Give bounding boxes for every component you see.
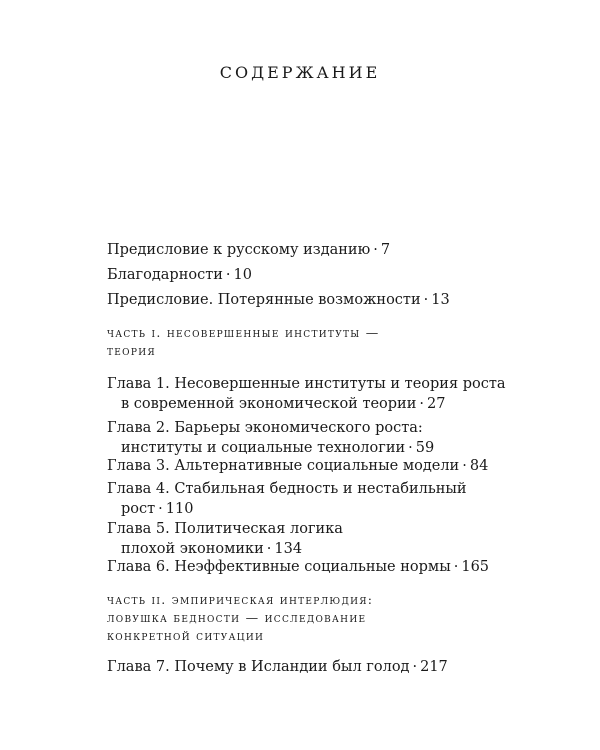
toc-entry-chapter-3[interactable] <box>107 456 488 476</box>
entry-page-number: 27 <box>427 396 446 412</box>
part-heading-line: часть i. несовершенные институты — <box>107 325 380 340</box>
entry-separator: · <box>423 292 429 308</box>
entry-title: Глава 3. Альтернативные социальные модели <box>107 458 460 474</box>
entry-page-number: 7 <box>380 242 391 258</box>
entry-title-continuation: в современной экономической теории · 27 <box>121 396 446 412</box>
entry-title: Благодарности <box>107 267 223 283</box>
entry-title-continuation: институты и социальные технологии · 59 <box>121 440 435 456</box>
toc-entry-chapter-5[interactable] <box>107 519 343 559</box>
entry-page-number: 13 <box>431 292 450 308</box>
entry-page-number: 84 <box>469 458 489 474</box>
entry-page-number: 110 <box>165 501 194 517</box>
part-heading-line: теория <box>107 343 156 358</box>
toc-entry-chapter-2[interactable] <box>107 418 434 458</box>
entry-page-number: 165 <box>461 559 490 575</box>
entry-title-continuation: рост · 110 <box>121 501 194 517</box>
toc-entry-chapter-7[interactable] <box>107 657 448 677</box>
part-heading-line: часть ii. эмпирическая интерлюдия: <box>107 592 374 607</box>
part-heading-2 <box>107 591 373 645</box>
entry-page-number: 134 <box>274 541 303 557</box>
entry-title: Глава 6. Неэффективные социальные нормы <box>107 559 451 575</box>
entry-title: Глава 1. Несовершенные институты и теория роста <box>107 376 506 392</box>
entry-separator: · <box>462 458 467 474</box>
entry-separator: · <box>408 440 413 456</box>
entry-separator: · <box>373 242 378 258</box>
entry-title: Предисловие. Потерянные возможности <box>107 292 421 308</box>
toc-entry-chapter-1[interactable] <box>107 374 506 414</box>
entry-title: Глава 2. Барьеры экономического роста: <box>107 420 423 436</box>
entry-title: Глава 4. Стабильная бедность и нестабильный <box>107 481 467 497</box>
entry-separator: · <box>266 541 272 557</box>
entry-separator: · <box>419 396 424 412</box>
entry-title: Глава 7. Почему в Исландии был голод <box>107 659 410 675</box>
part-heading-line: ловушка бедности — исследование <box>107 610 367 625</box>
entry-page-number: 217 <box>420 659 448 675</box>
entry-separator: · <box>225 267 231 283</box>
entry-separator: · <box>412 659 418 675</box>
entry-title-continuation: плохой экономики · 134 <box>121 541 303 557</box>
entry-page-number: 59 <box>415 440 435 456</box>
entry-title: Предисловие к русскому изданию <box>107 242 371 258</box>
toc-entry-preface-lost-opportunities[interactable] <box>107 290 450 310</box>
page-title: СОДЕРЖАНИЕ <box>219 63 381 82</box>
entry-page-number: 10 <box>233 267 252 283</box>
part-heading-1 <box>107 324 380 360</box>
entry-separator: · <box>453 559 459 575</box>
entry-separator: · <box>158 501 163 517</box>
part-heading-line: конкретной ситуации <box>107 628 265 643</box>
toc-entry-chapter-4[interactable] <box>107 479 467 519</box>
entry-title: Глава 5. Политическая логика <box>107 521 343 537</box>
toc-entry-preface-russian[interactable] <box>107 240 390 260</box>
toc-entry-acknowledgements[interactable] <box>107 265 252 285</box>
toc-entry-chapter-6[interactable] <box>107 557 489 577</box>
